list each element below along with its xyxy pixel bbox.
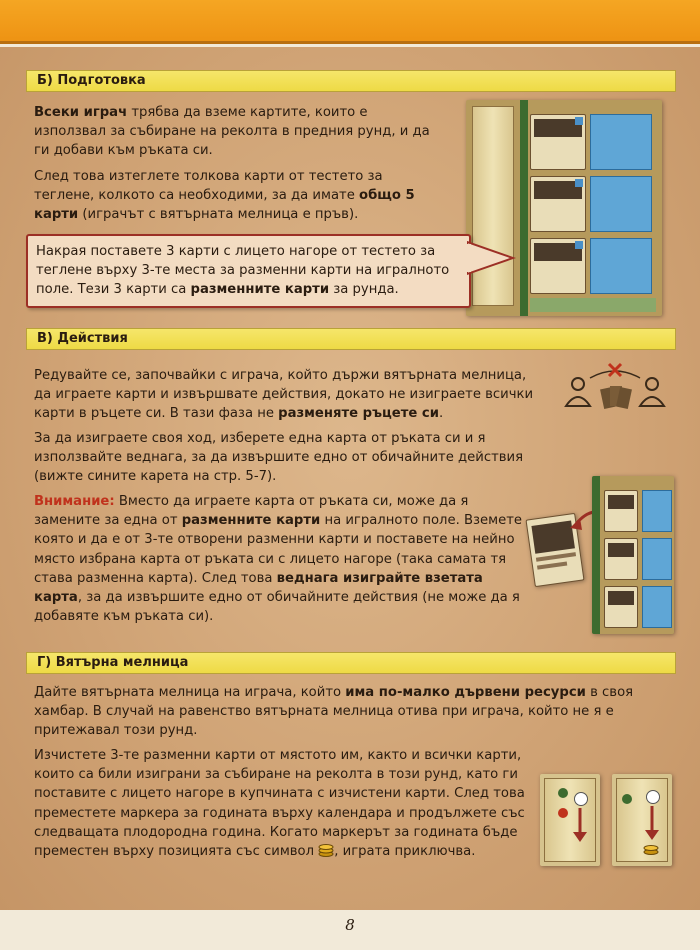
actions-paragraph-2: За да изиграете своя ход, изберете една карта от ръката си и я използвайте веднага, за да извършите едно от обичайните действия (вижте сините карета на стр. 5-7). (34, 431, 524, 485)
section-header-windmill: Г) Вятърна мелница (26, 652, 676, 674)
windmill-paragraph-1: Дайте вятърната мелница на играча, който има по-малко дървени ресурси в своя хамбар. В случай на равенство вятърната мелница отива при играча, който не я е притежавал този рунд. (34, 685, 634, 739)
board-swap-slots-illustration (592, 476, 674, 634)
section-header-actions: В) Действия (26, 328, 676, 350)
board-swap-cards-illustration (466, 100, 662, 316)
actions-paragraph-3: Внимание: Вместо да играете карта от ръката си, може да я замените за една от разменните карти на игралното поле. Вземете която и да е от 3-те отворени разменни карти и поставете на нейно място избрана карта от ръката си с лицето нагоре (така самата тя става разменна карта). След това веднага изиграйте взетата карта, за да извършите едно от обичайните действия (не може да я добавяте към ръката си). (34, 494, 522, 625)
windmill-paragraph-2: Изчистете 3-те разменни карти от мястото им, както и всички карти, които са били изиграни за събиране на реколта в този рунд, като ги поставите с лицето нагоре в купчината с изчистени карти. След това преместете маркера за годината върху календара и продължете със следващата плодородна година. Когато маркерът за годината бъде преместен върху позицията със символ , играта приключва. (34, 748, 525, 860)
calendar-before-illustration (540, 774, 600, 866)
preparation-paragraph-2: След това изтеглете толкова карти от тестето за теглене, колкото са необходими, за да имате общо 5 карти (играчът с вятърната мелница е пръв). (34, 169, 415, 223)
top-orange-band (0, 0, 700, 44)
preparation-paragraph-1: Всеки играч трябва да вземе картите, които е използвал за събиране на реколта в предния рунд, и да ги добави към ръката си. (34, 105, 430, 159)
callout-pointer (467, 238, 517, 278)
coin-stack-icon (318, 843, 334, 857)
players-no-swap-icon (560, 360, 670, 420)
swap-cards-callout: Накрая поставете 3 карти с лицето нагоре от тестето за теглене върху 3-те места за разменни карти на игралното поле. Тези 3 карти са разменните карти за рунда. (26, 234, 471, 308)
section-header-preparation: Б) Подготовка (26, 70, 676, 92)
actions-paragraph-1: Редувайте се, започвайки с играча, който държи вятърната мелница, да играете карти и извършвате действия, докато не изиграете всички карти в ръцете си. В тази фаза не разменяте ръцете си. (34, 368, 534, 422)
calendar-after-illustration (612, 774, 672, 866)
page-number: 8 (345, 916, 355, 934)
